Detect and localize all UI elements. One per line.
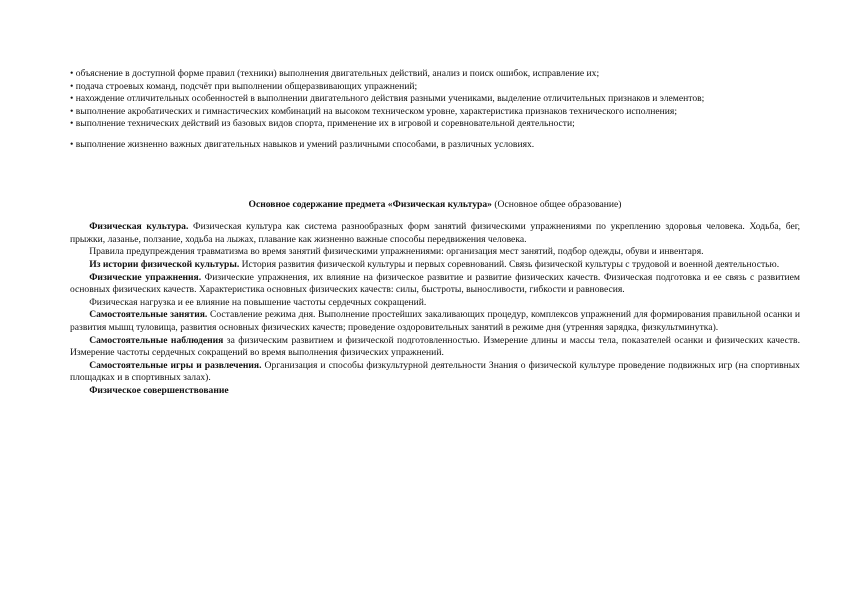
- bullet-item: • нахождение отличительных особенностей в выполнении двигательного действия разными учениками, выделение отличительных признаков и элементов;: [70, 93, 705, 105]
- content-paragraph: [70, 259, 800, 272]
- content-paragraph: [70, 360, 800, 385]
- content-paragraph: [70, 246, 800, 259]
- bullet-item: • выполнение технических действий из базовых видов спорта, применение их в игровой и соревновательной деятельности;: [70, 118, 575, 130]
- bullet-item: • выполнение акробатических и гимнастических комбинаций на высоком техническом уровне, характеристика признаков технического исполнения;: [70, 105, 678, 117]
- paragraph-heading: Самостоятельные игры и развлечения.: [89, 359, 262, 371]
- paragraph-heading: Самостоятельные наблюдения: [89, 334, 224, 346]
- paragraph-heading: Физическая культура.: [89, 221, 189, 233]
- document-page: [70, 68, 800, 397]
- content-paragraph: [70, 385, 800, 398]
- content-paragraph: [70, 221, 800, 246]
- paragraph-text: Физическая нагрузка и ее влияние на повышение частоты сердечных сокращений.: [89, 296, 427, 308]
- bullet-item: • объяснение в доступной форме правил (техники) выполнения двигательных действий, анализ и поиск ошибок, исправление их;: [70, 68, 600, 79]
- paragraph-text: Составление режима дня. Выполнение простейших закаливающих процедур, комплексов упражнений для формирования правильной осанки и развития мышц туловища, развития основных физических качеств; проведение оздоровительных занятий в режиме дня (утренняя зарядка, физкультминутка).: [70, 309, 800, 333]
- paragraph-heading: Самостоятельные занятия.: [89, 309, 208, 321]
- content-paragraph: [70, 335, 800, 360]
- paragraph-heading: Физические упражнения.: [89, 271, 202, 283]
- content-body: [70, 221, 800, 397]
- section-title: [70, 199, 800, 212]
- content-paragraph: [70, 272, 800, 297]
- bullet-item: • выполнение жизненно важных двигательных навыков и умений различными способами, в различных условиях.: [70, 138, 535, 150]
- bullet-item: • подача строевых команд, подсчёт при выполнении общеразвивающих упражнений;: [70, 80, 418, 92]
- paragraph-text: Правила предупреждения травматизма во время занятий физическими упражнениями: организация мест занятий, подбор одежды, обуви и инвентаря.: [89, 246, 704, 258]
- paragraph-text: за физическим развитием и физической подготовленностью. Измерение длины и массы тела, показателей осанки и физических качеств. Измерение частоты сердечных сокращений во время выполнения физических упражнений.: [70, 334, 800, 359]
- bullet-list: [70, 68, 800, 152]
- paragraph-text: Организация и способы физкультурной деятельности Знания о физической культуре проведение подвижных игр (на спортивных площадках и в спортивных залах).: [70, 359, 800, 384]
- section-title-bold: Основное содержание предмета «Физическая культура»: [248, 198, 492, 210]
- paragraph-heading: Из истории физической культуры.: [89, 258, 240, 270]
- section-title-normal: (Основное общее образование): [491, 198, 622, 210]
- paragraph-text: Физическая культура как система разнообразных форм занятий физическими упражнениями по укреплению здоровья человека. Ходьба, бег, прыжки, лазанье, ползание, ходьба на лыжах, плавание как жизненно важные способы передвижения человека.: [70, 221, 801, 245]
- content-paragraph: [70, 297, 800, 310]
- content-paragraph: [70, 309, 800, 334]
- paragraph-text: Физические упражнения, их влияние на физическое развитие и развитие физических качеств. Физическая подготовка и ее связь с развитием основных физических качеств. Характеристика основных физических качеств: силы, быстроты, выносливости, гибкости и равновесия.: [70, 271, 801, 296]
- paragraph-heading: Физическое совершенствование: [89, 384, 229, 396]
- paragraph-text: История развития физической культуры и первых соревнований. Связь физической культуры с трудовой и военной деятельностью.: [239, 258, 780, 270]
